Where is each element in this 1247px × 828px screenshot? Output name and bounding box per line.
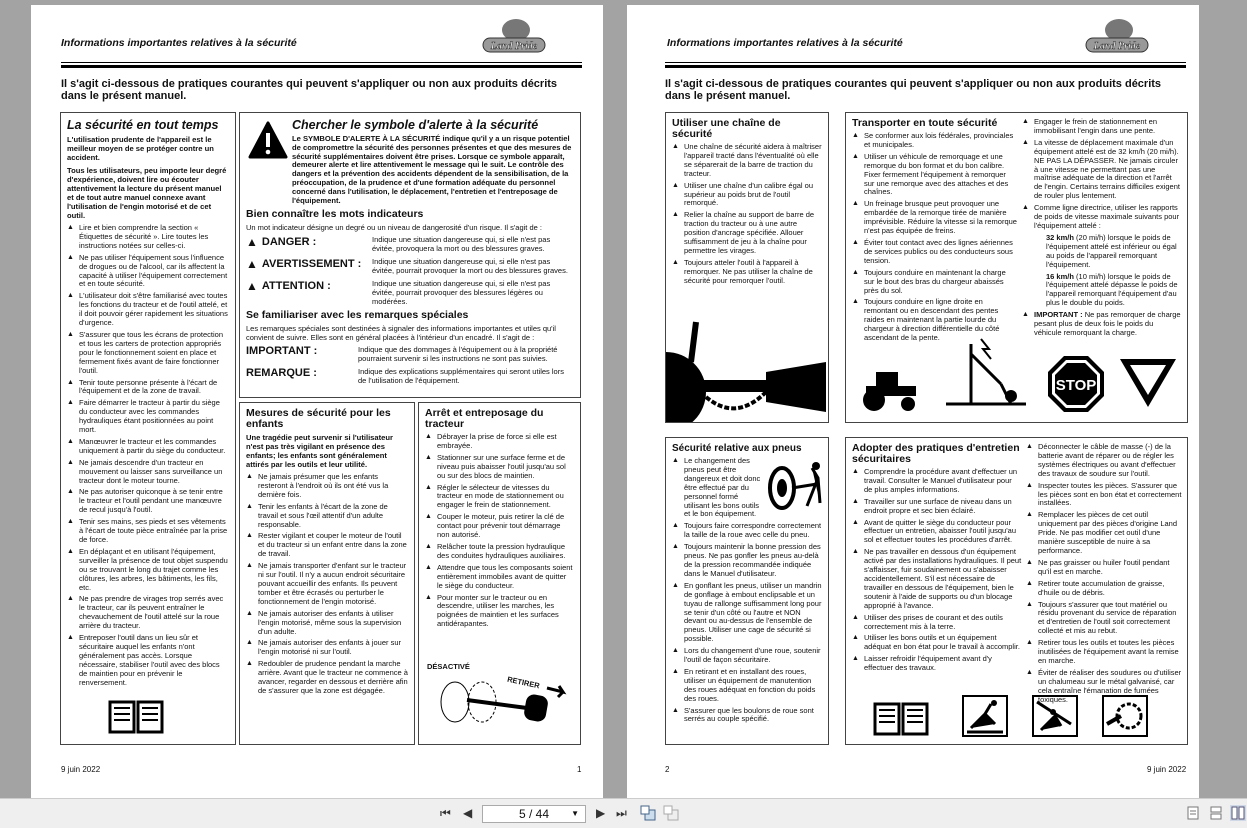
signal-word-description: Indique que des dommages à l'équipement ou à la propriété pourraient survenir si les instructions ne sont pas suivies.	[358, 345, 558, 364]
signal-word: REMARQUE :	[246, 367, 317, 380]
next-view-icon[interactable]	[663, 805, 679, 821]
tractor-shutdown-storage-box	[418, 402, 581, 745]
bullet-list	[1022, 118, 1182, 231]
list-item: ▲ L'utilisateur doit s'être familiarisé avec toutes les fonctions du tracteur et de l'outil attelé, et il doit pouvoir gérer rapidement les situations d'urgence.	[67, 292, 229, 328]
next-page-button[interactable]: ▶	[596, 806, 606, 820]
book-icon	[871, 698, 931, 738]
list-item: ▲ Comme ligne directrice, utiliser les rapports de poids de vitesse maximale suivants pour l'équipement attelé :	[1022, 204, 1182, 231]
list-item: ▲ Inspecter toutes les pièces. S'assurer que les pièces sont en bon état et correctement installées.	[1026, 482, 1184, 509]
speed-rule: 16 km/h (10 mi/h) lorsque le poids de l'équipement attelé dépasse le poids de l'appareil remorquant l'équipement d'au plus le double du poids.	[1046, 271, 1178, 308]
list-item: ▲ Entreposer l'outil dans un lieu sûr et sécuritaire auquel les enfants n'ont généralement pas accès. Lorsque nécessaire, stabiliser l'outil avec des blocs de maintien pour en prévenir le renversement.	[67, 634, 229, 687]
list-item: ▲ La vitesse de déplacement maximale d'un équipement attelé est de 32 km/h (20 mi/h). NE PAS LA DÉPASSER. Ne jamais circuler à une vitesse ne permettant pas une maîtrise adéquate de la direction et l'arrêt de l'engin. Certains terrains difficiles exigent de rouler plus lentement.	[1022, 139, 1182, 201]
bullet-list	[246, 473, 408, 696]
list-item: ▲ S'assurer que tous les écrans de protection et tous les carters de protection appropriés pour le fonctionnement soient en place et fermement fixés avant de faire fonctionner l'outil.	[67, 331, 229, 376]
list-item: ▲ Débrayer la prise de force si elle est embrayée.	[425, 433, 574, 451]
box-title: Chercher le symbole d'alerte à la sécurité	[292, 118, 539, 132]
header-rule	[61, 65, 582, 68]
list-item: ▲ Comprendre la procédure avant d'effectuer un travail. Consulter le Manuel d'utilisateur pour de plus amples informations.	[852, 468, 1022, 495]
key-remove-label: RETIRER	[506, 674, 541, 691]
list-item: ▲ Régler le sélecteur de vitesses du tracteur en mode de stationnement ou engager le frein de stationnement.	[425, 484, 574, 511]
tire-safety-box	[665, 437, 829, 745]
list-item: ▲ Tenir les enfants à l'écart de la zone de travail et sous l'œil attentif d'un adulte responsable.	[246, 503, 408, 530]
list-item: ▲ Travailler sur une surface de niveau dans un endroit propre et sec bien éclairé.	[852, 498, 1022, 516]
lead-text: L'utilisation prudente de l'appareil est le meilleur moyen de se protéger contre un accident.	[67, 135, 214, 162]
tractor-icon	[856, 364, 926, 414]
list-item: ▲ Couper le moteur, puis retirer la clé de contact pour prévenir tout démarrage non autorisé.	[425, 513, 574, 540]
safe-transport-box	[845, 112, 1188, 423]
intro-text: Il s'agit ci-dessous de pratiques courantes qui peuvent s'appliquer ou non aux produits décrits dans le présent manuel.	[665, 78, 1162, 102]
list-item: ▲ En gonflant les pneus, utiliser un mandrin de gonflage à embout enclipsable et un tuyau de rallonge suffisamment long pour se tenir d'un côté ou l'autre et NON devant ou au-dessus de l'ensemble de pneus. Utiliser une cage de sécurité si possible.	[672, 582, 822, 644]
list-item: ▲ Relâcher toute la pression hydraulique des conduites hydrauliques auxiliaires.	[425, 543, 574, 561]
svg-text:STOP: STOP	[1055, 377, 1097, 394]
list-item: ▲ Toujours s'assurer que tout matériel ou résidu provenant du service de réparation et d'entretien de l'outil soit correctement collecté et mis au rebut.	[1026, 601, 1184, 637]
header-rule	[61, 62, 582, 63]
signal-word-row	[246, 235, 574, 253]
safety-alert-icon: ▲	[246, 257, 258, 272]
page-number: 2	[665, 765, 670, 774]
list-item: ▲ Redoubler de prudence pendant la marche arrière. Avant que le tracteur ne commence à avancer, regarder en dessous et derrière afin de s'assurer que la zone est dégagée.	[246, 660, 408, 696]
safety-chain-illustration	[666, 302, 826, 422]
page-2	[627, 5, 1199, 798]
bullet-list	[852, 468, 1022, 673]
list-item: ▲ Relier la chaîne au support de barre de traction du tracteur ou à une autre position d'ancrage spécifiée. Allouer suffisamment de jeu à la chaîne pour permettre les virages.	[672, 211, 822, 256]
safety-alert-icon: ▲	[246, 235, 258, 250]
safety-at-all-times-box	[60, 112, 236, 745]
bullet-list	[1026, 443, 1184, 704]
lead-text: Tous les utilisateurs, peu importe leur degré d'expérience, doivent lire ou écouter attentivement la lecture du présent manuel et de tout autre manuel connexe avant l'utilisation de l'engin motorisé et de cet outil.	[67, 166, 227, 220]
list-item: ▲ Ne jamais transporter d'enfant sur le tracteur ni sur l'outil. Il n'y a aucun endroit sécuritaire pouvant accueillir des enfants. Ils peuvent tomber et être écrasés ou perturber le fonctionnement de l'engin motorisé.	[246, 562, 408, 607]
list-item: ▲ Stationner sur une surface ferme et de niveau puis abaisser l'outil jusqu'au sol ou sur des blocs de maintien.	[425, 454, 574, 481]
safety-alert-symbol-box	[239, 112, 581, 398]
list-item: ▲ Laisser refroidir l'équipement avant d'y effectuer des travaux.	[852, 655, 1022, 673]
box-title: Utiliser une chaîne de sécurité	[672, 117, 781, 140]
chevron-down-icon: ▼	[571, 809, 579, 818]
lead-text: Une tragédie peut survenir si l'utilisateur n'est pas très vigilant en présence des enfants; les enfants sont généralement attirés par les outils et leur utilité.	[246, 433, 393, 469]
intro-text: Il s'agit ci-dessous de pratiques courantes qui peuvent s'appliquer ou non aux produits décrits dans le présent manuel.	[61, 78, 558, 102]
book-icon	[106, 696, 166, 736]
list-item: ▲ Ne jamais descendre d'un tracteur en mouvement ou laisser sans surveillance un tracteur dont le moteur tourne.	[67, 459, 229, 486]
signal-word: AVERTISSEMENT :	[261, 258, 362, 271]
signal-word: DANGER :	[261, 236, 317, 249]
list-item: ▲ Une chaîne de sécurité aidera à maîtriser l'appareil tracté dans l'éventualité où elle se séparerait de la barre de traction du tracteur.	[672, 143, 822, 179]
box-title: Mesures de sécurité pour les enfants	[246, 407, 391, 430]
list-item: ▲ Tenir toute personne présente à l'écart de l'équipement et de la zone de travail.	[67, 379, 229, 397]
list-item: ▲ Déconnecter le câble de masse (-) de la batterie avant de réparer ou de régler les systèmes électriques ou avant d'effectuer des travaux de soudure sur l'outil.	[1026, 443, 1184, 479]
page-selector[interactable]	[482, 805, 586, 823]
children-safety-box	[239, 402, 415, 745]
list-item: ▲ Engager le frein de stationnement en immobilisant l'engin dans une pente.	[1022, 118, 1182, 136]
list-item: ▲ Toujours conduire en maintenant la charge sur le bout des bras du chargeur abaissés près du sol.	[852, 269, 1017, 296]
signal-word: ATTENTION :	[261, 280, 331, 293]
list-item: ▲ Ne jamais autoriser des enfants à utiliser l'engin motorisé, même sous la supervision d'un adulte.	[246, 610, 408, 637]
list-item: ▲ Utiliser un véhicule de remorquage et une remorque du bon format et du bon calibre. Fixer fermement l'équipement à remorquer sur une remorque avec des attaches et des chaînes.	[852, 153, 1017, 198]
list-item: ▲ En retirant et en installant des roues, utiliser un équipement de manutention des roues adéquat en fonction du poids des roues.	[672, 668, 822, 704]
speed-rule: 32 km/h (20 mi/h) lorsque le poids de l'équipement attelé est inférieur ou égal au poids de l'appareil remorquant l'équipement.	[1046, 232, 1177, 269]
yield-sign-icon	[1118, 355, 1178, 410]
signal-word-description: Indique une situation dangereuse qui, si elle n'est pas évitée, pourrait provoquer la mort ou des blessures graves.	[372, 257, 568, 276]
box-title: Sécurité relative aux pneus	[672, 443, 802, 454]
list-item: ▲ Toujours faire correspondre correctement la taille de la roue avec celle du pneu.	[672, 522, 822, 540]
maintenance-practices-box	[845, 437, 1188, 745]
signal-word-row	[246, 345, 574, 363]
bullet-list	[672, 143, 822, 286]
list-item: ▲ Ne jamais autoriser des enfants à jouer sur l'engin motorisé ni sur l'outil.	[246, 639, 408, 657]
slip-hazard-icon	[961, 694, 1009, 738]
list-item: ▲ Attendre que tous les composants soient entièrement immobiles avant de quitter le siège du conducteur.	[425, 564, 574, 591]
list-item: ▲ Tenir ses mains, ses pieds et ses vêtements à l'écart de toute pièce entraînée par la prise de force.	[67, 518, 229, 545]
list-item: ▲ Se conformer aux lois fédérales, provinciales et municipales.	[852, 132, 1017, 150]
previous-page-button[interactable]: ◀	[463, 806, 473, 820]
page-number: 1	[577, 765, 582, 774]
viewer-toolbar	[0, 798, 1247, 828]
section-text: Un mot indicateur désigne un degré ou un niveau de dangerosité d'un risque. Il s'agit de :	[246, 223, 542, 233]
two-page-view-icon[interactable]	[1230, 805, 1246, 821]
footer-date: 9 juin 2022	[1147, 765, 1187, 774]
box-title: La sécurité en tout temps	[67, 118, 219, 132]
section-heading: Se familiariser avec les remarques spéciales	[246, 309, 469, 322]
entanglement-hazard-icon	[1101, 694, 1149, 738]
signal-word-row	[246, 257, 574, 275]
land-pride-logo	[1084, 18, 1150, 58]
list-item: ▲ Faire démarrer le tracteur à partir du siège du conducteur avec les commandes hydrauliques étant positionnées au point mort.	[67, 399, 229, 435]
signal-word-row	[246, 279, 574, 306]
list-item: ▲ Manœuvrer le tracteur et les commandes uniquement à partir du siège du conducteur.	[67, 438, 229, 456]
list-item: ▲ Retirer tous les outils et toutes les pièces inutilisées de l'équipement avant la remise en marche.	[1026, 639, 1184, 666]
key-illustration	[427, 650, 572, 730]
box-title: Adopter des pratiques d'entretien sécuritaires	[852, 442, 1020, 465]
signal-word-row	[246, 367, 574, 385]
last-page-button[interactable]: ⏭	[616, 806, 627, 820]
list-item: ▲ Utiliser une chaîne d'un calibre égal ou supérieur au poids brut de l'outil remorqué.	[672, 182, 822, 209]
list-item: ▲ Remplacer les pièces de cet outil uniquement par des pièces d'origine Land Pride. Ne pas modifier cet outil d'une manière susceptible de nuire à sa performance.	[1026, 511, 1184, 556]
single-page-view-icon[interactable]	[1187, 806, 1199, 820]
bullet-list	[67, 224, 229, 688]
section-heading: Bien connaître les mots indicateurs	[246, 208, 424, 221]
signal-word: IMPORTANT :	[246, 345, 318, 358]
list-item: ▲ Toujours atteler l'outil à l'appareil à remorquer. Ne pas utiliser la chaîne de sécurité pour remorquer l'outil.	[672, 259, 822, 286]
list-item: ▲ Un freinage brusque peut provoquer une embardée de la remorque tirée de manière imprévisible. Réduire la vitesse si la remorque n'est pas équipée de freins.	[852, 200, 1017, 236]
page-1	[31, 5, 603, 798]
list-item: ▲ S'assurer que les boulons de roue sont serrés au couple spécifié.	[672, 707, 822, 725]
list-item: ▲ IMPORTANT : Ne pas remorquer de charge pesant plus de deux fois le poids du véhicule remorquant la charge.	[1022, 311, 1182, 338]
list-item: ▲ Lors du changement d'une roue, soutenir l'outil de façon sécuritaire.	[672, 647, 822, 665]
stop-sign-icon	[1046, 354, 1106, 414]
list-item: ▲ Avant de quitter le siège du conducteur pour effectuer un entretien, abaisser l'outil jusqu'au sol et effectuer toutes les procédures d'arrêt.	[852, 519, 1022, 546]
page-header: Informations importantes relatives à la sécurité	[61, 37, 297, 49]
first-page-button[interactable]: ⏮	[440, 806, 451, 820]
box-title: Arrêt et entreposage du tracteur	[425, 407, 544, 430]
power-line-hazard-icon	[941, 334, 1031, 414]
bullet-list	[852, 132, 1017, 343]
list-item: ▲ Utiliser des prises de courant et des outils correctement mis à la terre.	[852, 614, 1022, 632]
svg-text:Land Pride: Land Pride	[1093, 41, 1141, 52]
bullet-list	[425, 433, 574, 629]
list-item: ▲ Toujours conduire en ligne droite en remontant ou en descendant des pentes raides en maintenant la partie lourde du chargeur à direction différentielle du côté ascendant de la pente.	[852, 298, 1017, 343]
list-item: ▲ Ne pas graisser ou huiler l'outil pendant qu'il est en marche.	[1026, 559, 1184, 577]
signal-word-description: Indique une situation dangereuse qui, si elle n'est pas évitée, provoquera la mort ou des blessures graves.	[372, 235, 551, 254]
safety-chain-box	[665, 112, 829, 423]
list-item: ▲ Ne jamais présumer que les enfants resteront à l'endroit où ils ont été vus la dernière fois.	[246, 473, 408, 500]
list-item: ▲ Ne pas prendre de virages trop serrés avec le tracteur, car ils peuvent entraîner le chevauchement de l'outil attelé sur la roue arrière du tracteur.	[67, 595, 229, 631]
list-item: ▲ Toujours maintenir la bonne pression des pneus. Ne pas gonfler les pneus au-delà de la pression recommandée indiquée dans le Manuel d'utilisateur.	[672, 543, 822, 579]
list-item: ▲ Ne pas utiliser l'équipement sous l'influence de drogues ou de l'alcool, car ils affectent la capacité à utiliser l'équipement correctement et en toute sécurité.	[67, 254, 229, 290]
section-text: Les remarques spéciales sont destinées à signaler des informations importantes et utiles qu'il convient de suivre. Elles sont en général placées à l'intérieur d'un encadré. Il s'agit de :	[246, 324, 556, 343]
list-item: ▲ Utiliser les bons outils et un équipement adéquat en bon état pour le travail à accomplir.	[852, 634, 1022, 652]
page-header: Informations importantes relatives à la sécurité	[667, 37, 903, 49]
list-item: ▲ Pour monter sur le tracteur ou en descendre, utiliser les marches, les poignées de maintien et les surfaces antidérapantes.	[425, 594, 574, 630]
list-item: ▲ En déplaçant et en utilisant l'équipement, surveiller la présence de tout objet suspendu ou se trouvant le long du trajet comme les clôtures, les arbres, les bâtiments, les fils, etc.	[67, 548, 229, 593]
svg-text:Land Pride: Land Pride	[490, 41, 538, 52]
page-indicator: 5 / 44	[518, 807, 550, 821]
tire-explosion-icon	[762, 458, 824, 514]
header-rule	[665, 62, 1186, 63]
box-title: Transporter en toute sécurité	[852, 117, 998, 129]
safety-alert-icon	[248, 121, 288, 161]
list-item: ▲ Retirer toute accumulation de graisse, d'huile ou de débris.	[1026, 580, 1184, 598]
previous-view-icon[interactable]	[640, 805, 656, 821]
safety-alert-icon: ▲	[246, 279, 258, 294]
header-rule	[665, 65, 1186, 68]
list-item: ▲ Ne pas autoriser quiconque à se tenir entre le tracteur et l'outil pendant une manœuvre de recul jusqu'à l'outil.	[67, 488, 229, 515]
list-item: ▲ Éviter tout contact avec des lignes aériennes de services publics ou des conducteurs sous tension.	[852, 239, 1017, 266]
signal-word-description: Indique une situation dangereuse qui, si elle n'est pas évitée, pourrait provoquer des blessures légères ou modérées.	[372, 279, 551, 307]
list-item: ▲ Éviter de réaliser des soudures ou d'utiliser un chalumeau sur le métal galvanisé, car cela entraîne l'émanation de fumées toxiques.	[1026, 669, 1184, 705]
lead-text: Le SYMBOLE D'ALERTE À LA SÉCURITÉ indique qu'il y a un risque potentiel de compromettre la sécurité des personnes présentes et que des mesures de sécurité supplémentaires doivent être prises. Lorsque ce symbole apparaît, demeurer alerte et lire attentivement le message qui le suit. Le contrôle des dangers et la prévention des accidents dépendent de la sensibilisation, de la préoccupation, de la prudence et d'une formation adéquate du personnel concerné dans l'utilisation, le déplacement, l'entretien et l'entreposage de l'équipement.	[292, 134, 572, 205]
crush-hazard-icon	[1031, 694, 1079, 738]
list-item: ▲ Rester vigilant et couper le moteur de l'outil et du tracteur si un enfant entre dans la zone de travail.	[246, 532, 408, 559]
continuous-view-icon[interactable]	[1210, 806, 1222, 820]
land-pride-logo	[481, 18, 547, 58]
list-item: ▲ Le changement des pneus peut être dangereux et doit donc être effectué par du personnel formé utilisant les bons outils et le bon équipement.	[672, 457, 762, 519]
list-item: ▲ Lire et bien comprendre la section « Étiquettes de sécurité ». Lire toutes les instructions notées sur celles-ci.	[67, 224, 229, 251]
key-off-label: DÉSACTIVÉ	[427, 662, 470, 671]
list-item: ▲ Ne pas travailler en dessous d'un équipement activé par des installations hydrauliques. Il peut s'affaisser, fuir soudainement ou s'abaisser accidentellement. S'il est nécessaire de travailler en dessous de l'équipement, bien le soutenir à l'aide de supports ou d'un blocage approprié à l'avance.	[852, 548, 1022, 610]
signal-word-description: Indique des explications supplémentaires qui seront utiles lors de l'utilisation de l'équipement.	[358, 367, 564, 386]
footer-date: 9 juin 2022	[61, 765, 101, 774]
